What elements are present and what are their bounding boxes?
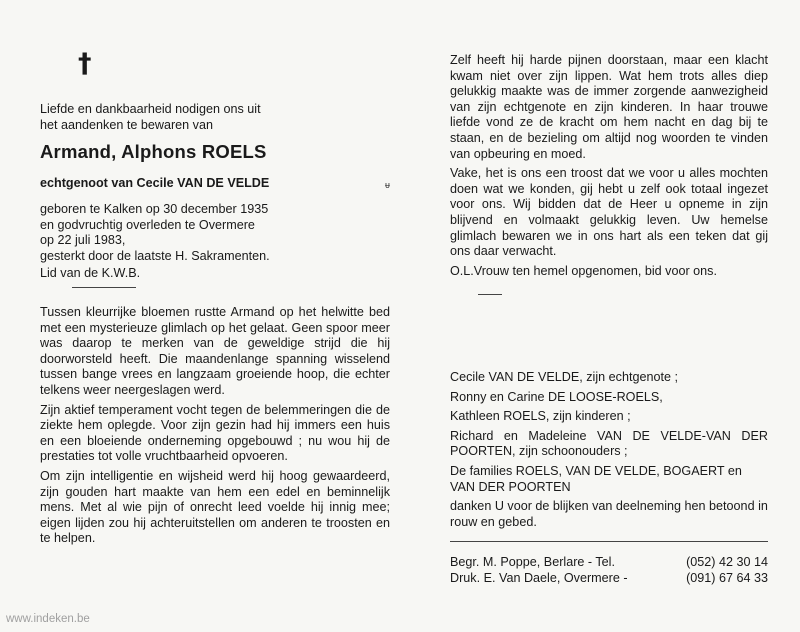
detail-line: op 22 juli 1983,: [40, 233, 126, 248]
printer-phone: (052) 42 30 14: [686, 555, 768, 569]
spouse-line: echtgenoot van Cecile VAN DE VELDE: [40, 176, 270, 190]
birth-death-details: [40, 202, 390, 264]
tribute-paragraph: Zelf heeft hij harde pijnen doorstaan, maar een klacht kwam niet over zijn lippen. Wat hem trots alles diep gelukkig maakte was de immer zorgende aanwezigheid van zijn echtgenote en zijn kinderen. In haar trouwe liefde vond ze de kracht om hem nacht en dag bij te staan, en de bezieling om altijd nog woorden te vinden van opbeuring en moed.: [450, 53, 768, 161]
family-line: Ronny en Carine DE LOOSE-ROELS,: [450, 389, 663, 404]
story-paragraph: Om zijn intelligentie en wijsheid werd hij hoog gewaardeerd, zijn gouden hart maakte van hem een edel en beminnelijk mens. Met al wie pijn of onrecht leed voelde hij innig mee; eigen lijden zou hij achteruitstellen om anderen te troosten en te helpen.: [40, 468, 390, 546]
family-line: De families ROELS, VAN DE VELDE, BOGAERT en VAN DER POORTEN: [450, 463, 742, 494]
story-paragraph: Zijn aktief temperament vocht tegen de belemmeringen die de ziekte hem oplegde. Voor zijn gezin had hij immers een huis en een bloeiende onderneming opgebouwd ; nu wou hij de prestaties tot volle vruchtbaarheid opvoeren.: [40, 402, 390, 464]
membership-line: Lid van de K.W.B.: [40, 266, 141, 280]
family-list: [450, 370, 768, 534]
intro-text: [40, 102, 390, 133]
family-line: Richard en Madeleine VAN DE VELDE-VAN DER POORTEN, zijn schoonouders ;: [450, 428, 768, 459]
family-line: Kathleen ROELS, zijn kinderen ;: [450, 409, 631, 424]
watermark: www.indeken.be: [6, 613, 90, 625]
tribute-text: [450, 53, 768, 279]
story-paragraph: Tussen kleurrijke bloemen rustte Armand op het helwitte bed met een mysterieuze glimlach op het gelaat. Geen spoor meer was daarop te merken van de geweldige strijd die hij doorworsteld heeft. Die maandenlange spanning wisselend tussen bange vrees en langzaam groeiende hoop, die echter telkens weer neergeslagen werd.: [40, 305, 390, 397]
printer-line: [450, 555, 768, 571]
intro-line: Liefde en dankbaarheid nodigen ons uit: [40, 102, 261, 116]
detail-line: en godvruchtig overleden te Overmere: [40, 217, 255, 232]
printer-phone: (091) 67 64 33: [686, 570, 768, 585]
tribute-paragraph: O.L.Vrouw ten hemel opgenomen, bid voor ons.: [450, 263, 717, 278]
divider: [450, 541, 768, 542]
family-line: Cecile VAN DE VELDE, zijn echtgenote ;: [450, 370, 678, 384]
deceased-name: Armand, Alphons ROELS: [40, 141, 267, 162]
tribute-paragraph: Vake, het is ons een troost dat we voor u alles mochten doen wat we konden, gij hebt u zelf ook totaal ingezet voor ons. Wij bidden dat de Heer u opneme in zijn blijvend en volmaakt gelukkig leven. Uw hemelse glimlach bewaren we in ons hart als een teken dat gij ons daar verwacht.: [450, 166, 768, 259]
detail-line: geboren te Kalken op 30 december 1935: [40, 202, 269, 216]
stray-mark: ᵾ: [385, 180, 390, 190]
story-text: [40, 305, 390, 547]
divider: [72, 287, 136, 288]
printer-info: [450, 555, 768, 586]
detail-line: gesterkt door de laatste H. Sakramenten.: [40, 248, 270, 263]
divider: [478, 294, 502, 295]
printer-name: Druk. E. Van Daele, Overmere -: [450, 570, 628, 585]
family-line: danken U voor de blijken van deelneming hen betoond in rouw en gebed.: [450, 499, 768, 529]
intro-line: het aandenken te bewaren van: [40, 117, 213, 132]
cross-icon: †: [78, 48, 92, 79]
printer-line: [450, 571, 768, 587]
printer-name: Begr. M. Poppe, Berlare - Tel.: [450, 555, 615, 569]
